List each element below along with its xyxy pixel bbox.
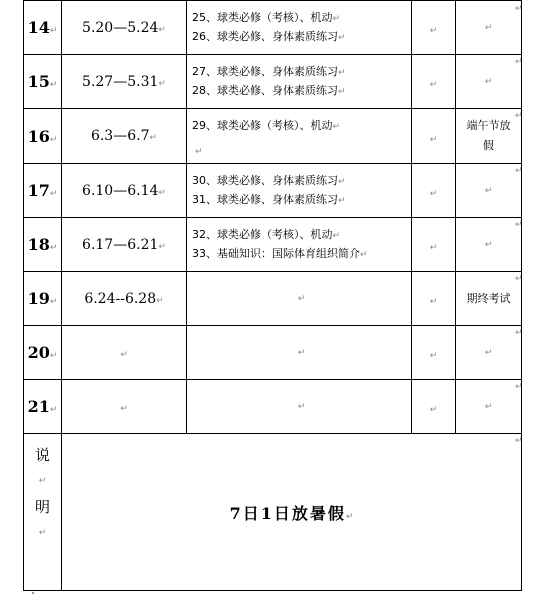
paragraph-mark-icon: ↵ — [484, 240, 493, 250]
remarks-cell — [456, 109, 522, 164]
paragraph-mark-icon: ↵ — [49, 351, 58, 361]
paragraph-mark-icon: ↵ — [429, 243, 438, 253]
lesson-text: 31、球类必修、身体素质练习 — [192, 193, 338, 206]
date-range-cell — [62, 109, 187, 164]
remark-text: 期终考试 — [466, 291, 511, 305]
row-end-mark-icon: ↵ — [515, 328, 523, 338]
week-number-cell — [24, 272, 62, 326]
lesson-line — [192, 82, 411, 101]
paragraph-mark-icon: ↵ — [484, 23, 493, 33]
paragraph-mark-icon: ↵ — [332, 122, 341, 132]
lesson-content-cell — [187, 218, 412, 272]
paragraph-mark-icon: ↵ — [429, 297, 438, 307]
schedule-row — [24, 55, 522, 109]
lesson-text: 33、基础知识：国际体育组织简介 — [192, 247, 360, 260]
hours-cell — [412, 272, 456, 326]
lesson-text: 29、球类必修（考核）、机动 — [192, 119, 333, 132]
date-range: 6.24--6.28 — [84, 290, 157, 307]
paragraph-mark-icon: ↵ — [338, 177, 346, 187]
date-range-cell — [62, 326, 187, 380]
week-number: 14 — [27, 18, 50, 37]
hours-cell — [412, 1, 456, 55]
lesson-text: 30、球类必修、身体素质练习 — [192, 174, 338, 187]
lesson-content-cell — [187, 164, 412, 218]
explanation-row — [24, 434, 522, 591]
date-range: 6.17—6.21 — [82, 236, 159, 253]
lesson-line — [192, 9, 411, 28]
lesson-content-cell — [187, 380, 412, 434]
summer-vacation-note: 7日1日放暑假 — [229, 503, 346, 523]
paragraph-mark-icon: ↵ — [149, 133, 158, 143]
hours-cell — [412, 164, 456, 218]
schedule-row — [24, 109, 522, 164]
paragraph-mark-icon: ↵ — [429, 80, 438, 90]
week-number-cell — [24, 164, 62, 218]
remarks-cell — [456, 164, 522, 218]
date-range-cell — [62, 164, 187, 218]
paragraph-mark-icon: ↵ — [429, 189, 438, 199]
schedule-table — [23, 0, 522, 591]
paragraph-mark-icon: ↵ — [120, 403, 128, 414]
paragraph-mark-icon: ↵ — [360, 250, 368, 260]
paragraph-mark-icon: ↵ — [338, 196, 346, 206]
week-number: 17 — [27, 181, 50, 200]
remarks-cell — [456, 380, 522, 434]
paragraph-mark-icon: ↵ — [484, 348, 493, 358]
week-number-cell — [24, 326, 62, 380]
week-number-cell — [24, 1, 62, 55]
paragraph-mark-icon: ↵ — [158, 78, 166, 89]
paragraph-mark-icon: ↵ — [429, 134, 438, 145]
paragraph-mark-icon: ↵ — [158, 187, 166, 198]
paragraph-mark-icon: ↵ — [484, 77, 493, 87]
paragraph-mark-icon: ↵ — [49, 26, 58, 36]
paragraph-mark-icon: ↵ — [429, 26, 438, 36]
schedule-row — [24, 164, 522, 218]
lesson-text: 27、球类必修、身体素质练习 — [192, 65, 338, 78]
paragraph-mark-icon: ↵ — [429, 405, 438, 415]
paragraph-mark-icon: ↵ — [484, 402, 493, 412]
week-number-cell — [24, 109, 62, 164]
remark-text: 端午节放假 — [466, 119, 511, 152]
paragraph-mark-icon: ↵ — [158, 24, 166, 35]
week-number-cell — [24, 218, 62, 272]
row-end-mark-icon: ↵ — [515, 436, 523, 446]
schedule-row — [24, 326, 522, 380]
row-end-mark-icon: ↵ — [515, 382, 523, 392]
remarks-cell — [456, 272, 522, 326]
lesson-line — [192, 245, 411, 264]
explanation-content-cell — [62, 434, 522, 591]
week-number: 15 — [27, 72, 50, 91]
paragraph-mark-icon: ↵ — [345, 511, 354, 522]
remarks-cell — [456, 1, 522, 55]
paragraph-mark-icon: ↵ — [49, 243, 58, 253]
week-number: 18 — [27, 235, 50, 254]
date-range-cell — [62, 1, 187, 55]
paragraph-mark-icon: ↵ — [297, 402, 306, 412]
explanation-label-char-1: 说 — [34, 446, 50, 464]
lesson-line — [192, 28, 411, 47]
lesson-text: 32、球类必修（考核）、机动 — [192, 228, 333, 241]
lesson-content-cell — [187, 109, 412, 164]
paragraph-mark-icon: ↵ — [38, 528, 47, 538]
paragraph-mark-icon: ↵ — [120, 349, 128, 360]
explanation-label-cell — [24, 434, 62, 591]
paragraph-mark-icon: ↵ — [49, 134, 58, 145]
lesson-text: 28、球类必修、身体素质练习 — [192, 84, 338, 97]
hours-cell — [412, 109, 456, 164]
row-end-mark-icon: ↵ — [515, 220, 523, 230]
date-range-cell — [62, 272, 187, 326]
paragraph-mark-icon: ↵ — [332, 231, 341, 241]
hours-cell — [412, 326, 456, 380]
lesson-text: 26、球类必修、身体素质练习 — [192, 30, 338, 43]
paragraph-mark-icon: ↵ — [38, 476, 47, 486]
paragraph-mark-icon: ↵ — [49, 297, 58, 307]
stray-dot — [32, 592, 34, 594]
schedule-row — [24, 1, 522, 55]
paragraph-mark-icon: ↵ — [195, 147, 203, 157]
paragraph-mark-icon: ↵ — [156, 295, 164, 306]
paragraph-mark-icon: ↵ — [49, 189, 58, 199]
row-end-mark-icon: ↵ — [515, 4, 523, 14]
paragraph-mark-icon: ↵ — [158, 241, 166, 252]
paragraph-mark-icon: ↵ — [338, 68, 346, 78]
date-range: 6.10—6.14 — [82, 182, 159, 199]
paragraph-mark-icon: ↵ — [484, 186, 493, 196]
lesson-line — [192, 226, 411, 245]
row-end-mark-icon: ↵ — [515, 111, 523, 121]
explanation-label-char-2: 明 — [34, 498, 50, 516]
paragraph-mark-icon: ↵ — [297, 294, 306, 304]
paragraph-mark-icon: ↵ — [338, 87, 346, 97]
remarks-cell — [456, 326, 522, 380]
date-range: 5.20—5.24 — [82, 19, 159, 36]
date-range-cell — [62, 55, 187, 109]
lesson-content-cell — [187, 326, 412, 380]
remarks-cell — [456, 218, 522, 272]
paragraph-mark-icon: ↵ — [429, 351, 438, 361]
schedule-row — [24, 272, 522, 326]
paragraph-mark-icon: ↵ — [49, 405, 58, 415]
lesson-line — [192, 117, 411, 136]
lesson-line — [192, 63, 411, 82]
lesson-content-cell — [187, 272, 412, 326]
lesson-line — [192, 191, 411, 210]
row-end-mark-icon: ↵ — [515, 274, 523, 284]
hours-cell — [412, 380, 456, 434]
lesson-text: 25、球类必修（考核）、机动 — [192, 11, 333, 24]
row-end-mark-icon: ↵ — [515, 166, 523, 176]
week-number-cell — [24, 380, 62, 434]
row-end-mark-icon: ↵ — [515, 57, 523, 67]
schedule-row — [24, 218, 522, 272]
date-range-cell — [62, 218, 187, 272]
paragraph-mark-icon: ↵ — [297, 348, 306, 358]
lesson-content-cell — [187, 1, 412, 55]
hours-cell — [412, 218, 456, 272]
lesson-content-cell — [187, 55, 412, 109]
lesson-line — [192, 172, 411, 191]
date-range: 5.27—5.31 — [82, 73, 159, 90]
paragraph-mark-icon: ↵ — [338, 33, 346, 43]
date-range-cell — [62, 380, 187, 434]
paragraph-mark-icon: ↵ — [332, 14, 341, 24]
hours-cell — [412, 55, 456, 109]
week-number: 21 — [27, 397, 50, 416]
paragraph-mark-icon: ↵ — [49, 80, 58, 90]
week-number-cell — [24, 55, 62, 109]
week-number: 16 — [27, 126, 50, 146]
date-range: 6.3—6.7 — [90, 128, 150, 144]
remarks-cell — [456, 55, 522, 109]
week-number: 19 — [27, 289, 50, 308]
schedule-row — [24, 380, 522, 434]
week-number: 20 — [27, 343, 50, 362]
